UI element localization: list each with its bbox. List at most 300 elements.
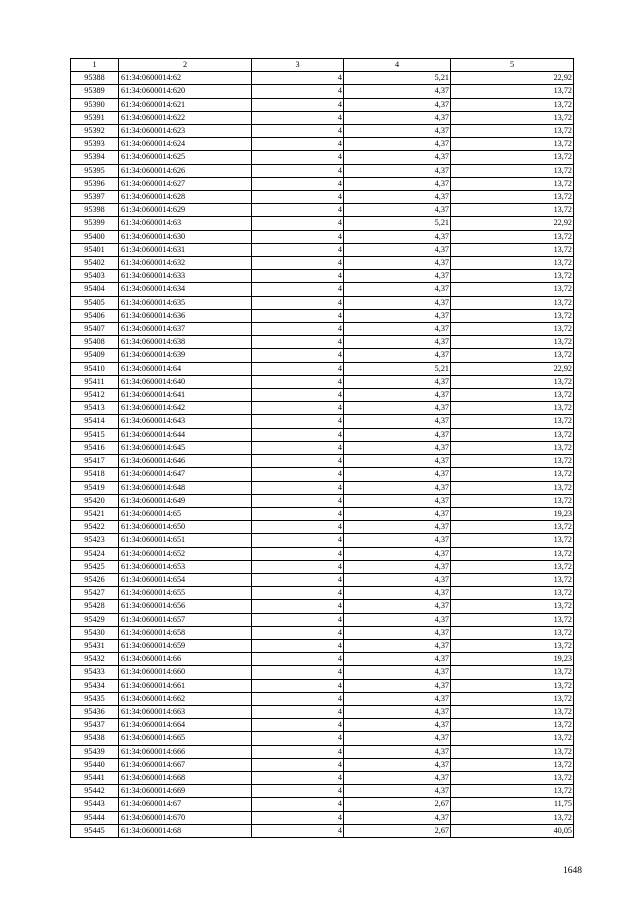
col-5-cell: 13,72 [451,349,574,362]
row-number-cell: 95440 [71,758,119,771]
cadastral-number-cell: 61:34:0600014:663 [119,705,252,718]
row-number-cell: 95422 [71,521,119,534]
col-4-cell: 2,67 [344,824,451,837]
table-row [71,547,574,560]
row-number-cell: 95429 [71,613,119,626]
row-number-cell: 95400 [71,230,119,243]
col-5-cell: 13,72 [451,771,574,784]
cadastral-number-cell: 61:34:0600014:639 [119,349,252,362]
cadastral-number-cell: 61:34:0600014:670 [119,811,252,824]
col-3-cell: 4 [252,402,344,415]
col-4-cell: 4,37 [344,521,451,534]
table-row [71,507,574,520]
col-5-cell: 13,72 [451,151,574,164]
row-number-cell: 95423 [71,534,119,547]
col-5-cell: 13,72 [451,666,574,679]
row-number-cell: 95438 [71,732,119,745]
col-3-cell: 4 [252,85,344,98]
col-3-cell: 4 [252,639,344,652]
table-row [71,283,574,296]
row-number-cell: 95403 [71,270,119,283]
cadastral-number-cell: 61:34:0600014:623 [119,125,252,138]
table-row [71,639,574,652]
row-number-cell: 95439 [71,745,119,758]
table-row [71,270,574,283]
col-3-cell: 4 [252,349,344,362]
cadastral-number-cell: 61:34:0600014:645 [119,441,252,454]
table-row [71,296,574,309]
cadastral-number-cell: 61:34:0600014:651 [119,534,252,547]
col-5-cell: 13,72 [451,679,574,692]
row-number-cell: 95426 [71,573,119,586]
col-5-cell: 13,72 [451,600,574,613]
table-row [71,362,574,375]
cadastral-number-cell: 61:34:0600014:625 [119,151,252,164]
col-4-cell: 4,37 [344,705,451,718]
table-row [71,653,574,666]
col-5-cell: 19,23 [451,653,574,666]
cadastral-number-cell: 61:34:0600014:633 [119,270,252,283]
col-3-cell: 4 [252,111,344,124]
data-table [70,58,574,838]
col-5-cell: 13,72 [451,389,574,402]
col-3-cell: 4 [252,626,344,639]
col-5-cell: 13,72 [451,138,574,151]
row-number-cell: 95436 [71,705,119,718]
col-4-cell: 4,37 [344,468,451,481]
table-row [71,204,574,217]
table-row [71,428,574,441]
col-4-cell: 4,37 [344,270,451,283]
row-number-cell: 95390 [71,98,119,111]
row-number-cell: 95408 [71,336,119,349]
col-4-cell: 4,37 [344,507,451,520]
row-number-cell: 95405 [71,296,119,309]
col-5-cell: 40,05 [451,824,574,837]
row-number-cell: 95435 [71,692,119,705]
table-row [71,798,574,811]
col-3-cell: 4 [252,257,344,270]
cadastral-number-cell: 61:34:0600014:668 [119,771,252,784]
cadastral-number-cell: 61:34:0600014:627 [119,177,252,190]
table-row [71,415,574,428]
cadastral-number-cell: 61:34:0600014:653 [119,560,252,573]
row-number-cell: 95399 [71,217,119,230]
col-5-cell: 13,72 [451,692,574,705]
col-5-cell: 13,72 [451,745,574,758]
col-4-cell: 4,37 [344,745,451,758]
row-number-cell: 95433 [71,666,119,679]
table-row [71,191,574,204]
table-row [71,177,574,190]
col-4-cell: 4,37 [344,811,451,824]
cadastral-number-cell: 61:34:0600014:628 [119,191,252,204]
table-row [71,560,574,573]
table-row [71,164,574,177]
col-5-cell: 13,72 [451,191,574,204]
table-row [71,679,574,692]
col-3-cell: 4 [252,785,344,798]
col-5-cell: 13,72 [451,428,574,441]
col-5-cell: 13,72 [451,336,574,349]
cadastral-number-cell: 61:34:0600014:68 [119,824,252,837]
cadastral-number-cell: 61:34:0600014:62 [119,72,252,85]
table-body [71,72,574,838]
col-4-cell: 4,37 [344,692,451,705]
col-3-cell: 4 [252,441,344,454]
col-3-cell: 4 [252,679,344,692]
row-number-cell: 95420 [71,494,119,507]
col-4-cell: 4,37 [344,560,451,573]
cadastral-number-cell: 61:34:0600014:647 [119,468,252,481]
row-number-cell: 95445 [71,824,119,837]
row-number-cell: 95437 [71,719,119,732]
col-3-cell: 4 [252,758,344,771]
row-number-cell: 95396 [71,177,119,190]
col-3-cell: 4 [252,653,344,666]
cadastral-number-cell: 61:34:0600014:644 [119,428,252,441]
col-3-cell: 4 [252,125,344,138]
col-5-cell: 13,72 [451,243,574,256]
column-header-5: 5 [451,59,574,72]
col-3-cell: 4 [252,824,344,837]
table-row [71,151,574,164]
table-row [71,719,574,732]
col-5-cell: 22,92 [451,362,574,375]
col-4-cell: 4,37 [344,402,451,415]
cadastral-number-cell: 61:34:0600014:650 [119,521,252,534]
row-number-cell: 95432 [71,653,119,666]
table-row [71,455,574,468]
cadastral-number-cell: 61:34:0600014:643 [119,415,252,428]
cadastral-number-cell: 61:34:0600014:635 [119,296,252,309]
table-row [71,692,574,705]
col-5-cell: 13,72 [451,785,574,798]
col-3-cell: 4 [252,521,344,534]
col-3-cell: 4 [252,151,344,164]
col-3-cell: 4 [252,296,344,309]
col-5-cell: 13,72 [451,204,574,217]
cadastral-number-cell: 61:34:0600014:641 [119,389,252,402]
cadastral-number-cell: 61:34:0600014:661 [119,679,252,692]
col-4-cell: 4,37 [344,243,451,256]
col-4-cell: 4,37 [344,547,451,560]
col-3-cell: 4 [252,309,344,322]
col-3-cell: 4 [252,336,344,349]
col-4-cell: 4,37 [344,758,451,771]
row-number-cell: 95391 [71,111,119,124]
cadastral-number-cell: 61:34:0600014:640 [119,375,252,388]
row-number-cell: 95410 [71,362,119,375]
row-number-cell: 95442 [71,785,119,798]
col-5-cell: 13,72 [451,323,574,336]
col-3-cell: 4 [252,534,344,547]
col-5-cell: 13,72 [451,257,574,270]
table-row [71,468,574,481]
col-4-cell: 4,37 [344,639,451,652]
cadastral-number-cell: 61:34:0600014:655 [119,587,252,600]
table-row [71,481,574,494]
col-4-cell: 4,37 [344,455,451,468]
table-row [71,824,574,837]
col-3-cell: 4 [252,468,344,481]
table-row [71,125,574,138]
row-number-cell: 95434 [71,679,119,692]
col-4-cell: 4,37 [344,771,451,784]
col-5-cell: 13,72 [451,85,574,98]
row-number-cell: 95416 [71,441,119,454]
col-4-cell: 4,37 [344,679,451,692]
row-number-cell: 95409 [71,349,119,362]
col-3-cell: 4 [252,428,344,441]
cadastral-number-cell: 61:34:0600014:637 [119,323,252,336]
col-5-cell: 13,72 [451,719,574,732]
column-header-2: 2 [119,59,252,72]
col-4-cell: 4,37 [344,151,451,164]
cadastral-number-cell: 61:34:0600014:632 [119,257,252,270]
cadastral-number-cell: 61:34:0600014:669 [119,785,252,798]
col-3-cell: 4 [252,98,344,111]
table-row [71,230,574,243]
col-3-cell: 4 [252,138,344,151]
col-3-cell: 4 [252,270,344,283]
table-row [71,494,574,507]
row-number-cell: 95402 [71,257,119,270]
table-row [71,732,574,745]
col-3-cell: 4 [252,811,344,824]
col-3-cell: 4 [252,745,344,758]
cadastral-number-cell: 61:34:0600014:634 [119,283,252,296]
col-4-cell: 4,37 [344,230,451,243]
column-header-1: 1 [71,59,119,72]
cadastral-number-cell: 61:34:0600014:638 [119,336,252,349]
col-4-cell: 4,37 [344,98,451,111]
col-3-cell: 4 [252,771,344,784]
col-3-cell: 4 [252,362,344,375]
table-row [71,521,574,534]
col-4-cell: 4,37 [344,164,451,177]
col-5-cell: 19,23 [451,507,574,520]
row-number-cell: 95407 [71,323,119,336]
cadastral-number-cell: 61:34:0600014:664 [119,719,252,732]
column-header-4: 4 [344,59,451,72]
col-3-cell: 4 [252,283,344,296]
col-5-cell: 13,72 [451,613,574,626]
col-4-cell: 4,37 [344,296,451,309]
row-number-cell: 95417 [71,455,119,468]
table-row [71,375,574,388]
col-5-cell: 13,72 [451,283,574,296]
col-4-cell: 4,37 [344,389,451,402]
col-5-cell: 13,72 [451,494,574,507]
cadastral-number-cell: 61:34:0600014:657 [119,613,252,626]
col-5-cell: 13,72 [451,296,574,309]
col-4-cell: 4,37 [344,349,451,362]
header-row [71,59,574,72]
table-row [71,402,574,415]
table-row [71,98,574,111]
col-5-cell: 13,72 [451,270,574,283]
col-4-cell: 5,21 [344,217,451,230]
row-number-cell: 95441 [71,771,119,784]
row-number-cell: 95430 [71,626,119,639]
col-3-cell: 4 [252,191,344,204]
col-3-cell: 4 [252,243,344,256]
cadastral-number-cell: 61:34:0600014:659 [119,639,252,652]
row-number-cell: 95406 [71,309,119,322]
col-5-cell: 13,72 [451,375,574,388]
col-5-cell: 13,72 [451,177,574,190]
cadastral-number-cell: 61:34:0600014:621 [119,98,252,111]
col-3-cell: 4 [252,323,344,336]
table-row [71,85,574,98]
col-3-cell: 4 [252,719,344,732]
col-4-cell: 4,37 [344,441,451,454]
table-row [71,758,574,771]
table-row [71,349,574,362]
col-4-cell: 4,37 [344,626,451,639]
col-5-cell: 13,72 [451,468,574,481]
col-3-cell: 4 [252,507,344,520]
row-number-cell: 95418 [71,468,119,481]
table-row [71,138,574,151]
cadastral-number-cell: 61:34:0600014:649 [119,494,252,507]
row-number-cell: 95428 [71,600,119,613]
col-4-cell: 4,37 [344,415,451,428]
col-4-cell: 4,37 [344,85,451,98]
col-4-cell: 4,37 [344,191,451,204]
col-4-cell: 4,37 [344,111,451,124]
row-number-cell: 95394 [71,151,119,164]
col-4-cell: 4,37 [344,600,451,613]
cadastral-number-cell: 61:34:0600014:652 [119,547,252,560]
col-5-cell: 13,72 [451,98,574,111]
cadastral-number-cell: 61:34:0600014:631 [119,243,252,256]
col-4-cell: 4,37 [344,732,451,745]
row-number-cell: 95413 [71,402,119,415]
row-number-cell: 95388 [71,72,119,85]
col-4-cell: 4,37 [344,719,451,732]
table-row [71,534,574,547]
col-4-cell: 4,37 [344,785,451,798]
col-3-cell: 4 [252,72,344,85]
col-5-cell: 13,72 [451,547,574,560]
cadastral-number-cell: 61:34:0600014:654 [119,573,252,586]
col-3-cell: 4 [252,798,344,811]
col-3-cell: 4 [252,560,344,573]
row-number-cell: 95427 [71,587,119,600]
col-4-cell: 2,67 [344,798,451,811]
col-4-cell: 4,37 [344,309,451,322]
col-4-cell: 4,37 [344,204,451,217]
col-3-cell: 4 [252,587,344,600]
col-4-cell: 4,37 [344,666,451,679]
table-row [71,771,574,784]
col-3-cell: 4 [252,573,344,586]
row-number-cell: 95397 [71,191,119,204]
cadastral-number-cell: 61:34:0600014:642 [119,402,252,415]
cadastral-number-cell: 61:34:0600014:65 [119,507,252,520]
col-3-cell: 4 [252,177,344,190]
col-3-cell: 4 [252,613,344,626]
col-4-cell: 4,37 [344,587,451,600]
col-5-cell: 22,92 [451,217,574,230]
cadastral-number-cell: 61:34:0600014:620 [119,85,252,98]
table-row [71,217,574,230]
col-4-cell: 4,37 [344,257,451,270]
table-row [71,705,574,718]
table-row [71,666,574,679]
row-number-cell: 95411 [71,375,119,388]
row-number-cell: 95398 [71,204,119,217]
col-3-cell: 4 [252,164,344,177]
column-header-3: 3 [252,59,344,72]
col-5-cell: 13,72 [451,164,574,177]
col-4-cell: 5,21 [344,72,451,85]
cadastral-number-cell: 61:34:0600014:63 [119,217,252,230]
table-row [71,111,574,124]
col-4-cell: 4,37 [344,573,451,586]
col-4-cell: 4,37 [344,283,451,296]
col-3-cell: 4 [252,230,344,243]
col-3-cell: 4 [252,455,344,468]
table-row [71,745,574,758]
row-number-cell: 95431 [71,639,119,652]
col-5-cell: 13,72 [451,402,574,415]
table-row [71,626,574,639]
cadastral-number-cell: 61:34:0600014:666 [119,745,252,758]
cadastral-number-cell: 61:34:0600014:66 [119,653,252,666]
col-5-cell: 13,72 [451,587,574,600]
col-5-cell: 13,72 [451,811,574,824]
row-number-cell: 95415 [71,428,119,441]
table-row [71,785,574,798]
cadastral-number-cell: 61:34:0600014:658 [119,626,252,639]
col-3-cell: 4 [252,481,344,494]
cadastral-number-cell: 61:34:0600014:629 [119,204,252,217]
col-4-cell: 4,37 [344,323,451,336]
col-5-cell: 13,72 [451,309,574,322]
table-row [71,389,574,402]
table-row [71,573,574,586]
col-5-cell: 13,72 [451,481,574,494]
table-row [71,600,574,613]
col-5-cell: 13,72 [451,125,574,138]
table-row [71,336,574,349]
cadastral-number-cell: 61:34:0600014:624 [119,138,252,151]
col-5-cell: 13,72 [451,455,574,468]
row-number-cell: 95412 [71,389,119,402]
table-row [71,323,574,336]
col-3-cell: 4 [252,692,344,705]
cadastral-number-cell: 61:34:0600014:660 [119,666,252,679]
row-number-cell: 95414 [71,415,119,428]
col-4-cell: 4,37 [344,428,451,441]
row-number-cell: 95393 [71,138,119,151]
col-3-cell: 4 [252,415,344,428]
table-row [71,613,574,626]
col-4-cell: 4,37 [344,534,451,547]
col-5-cell: 11,75 [451,798,574,811]
cadastral-number-cell: 61:34:0600014:662 [119,692,252,705]
cadastral-number-cell: 61:34:0600014:636 [119,309,252,322]
col-5-cell: 22,92 [451,72,574,85]
col-4-cell: 4,37 [344,336,451,349]
table-row [71,257,574,270]
col-3-cell: 4 [252,375,344,388]
col-4-cell: 4,37 [344,375,451,388]
cadastral-number-cell: 61:34:0600014:667 [119,758,252,771]
